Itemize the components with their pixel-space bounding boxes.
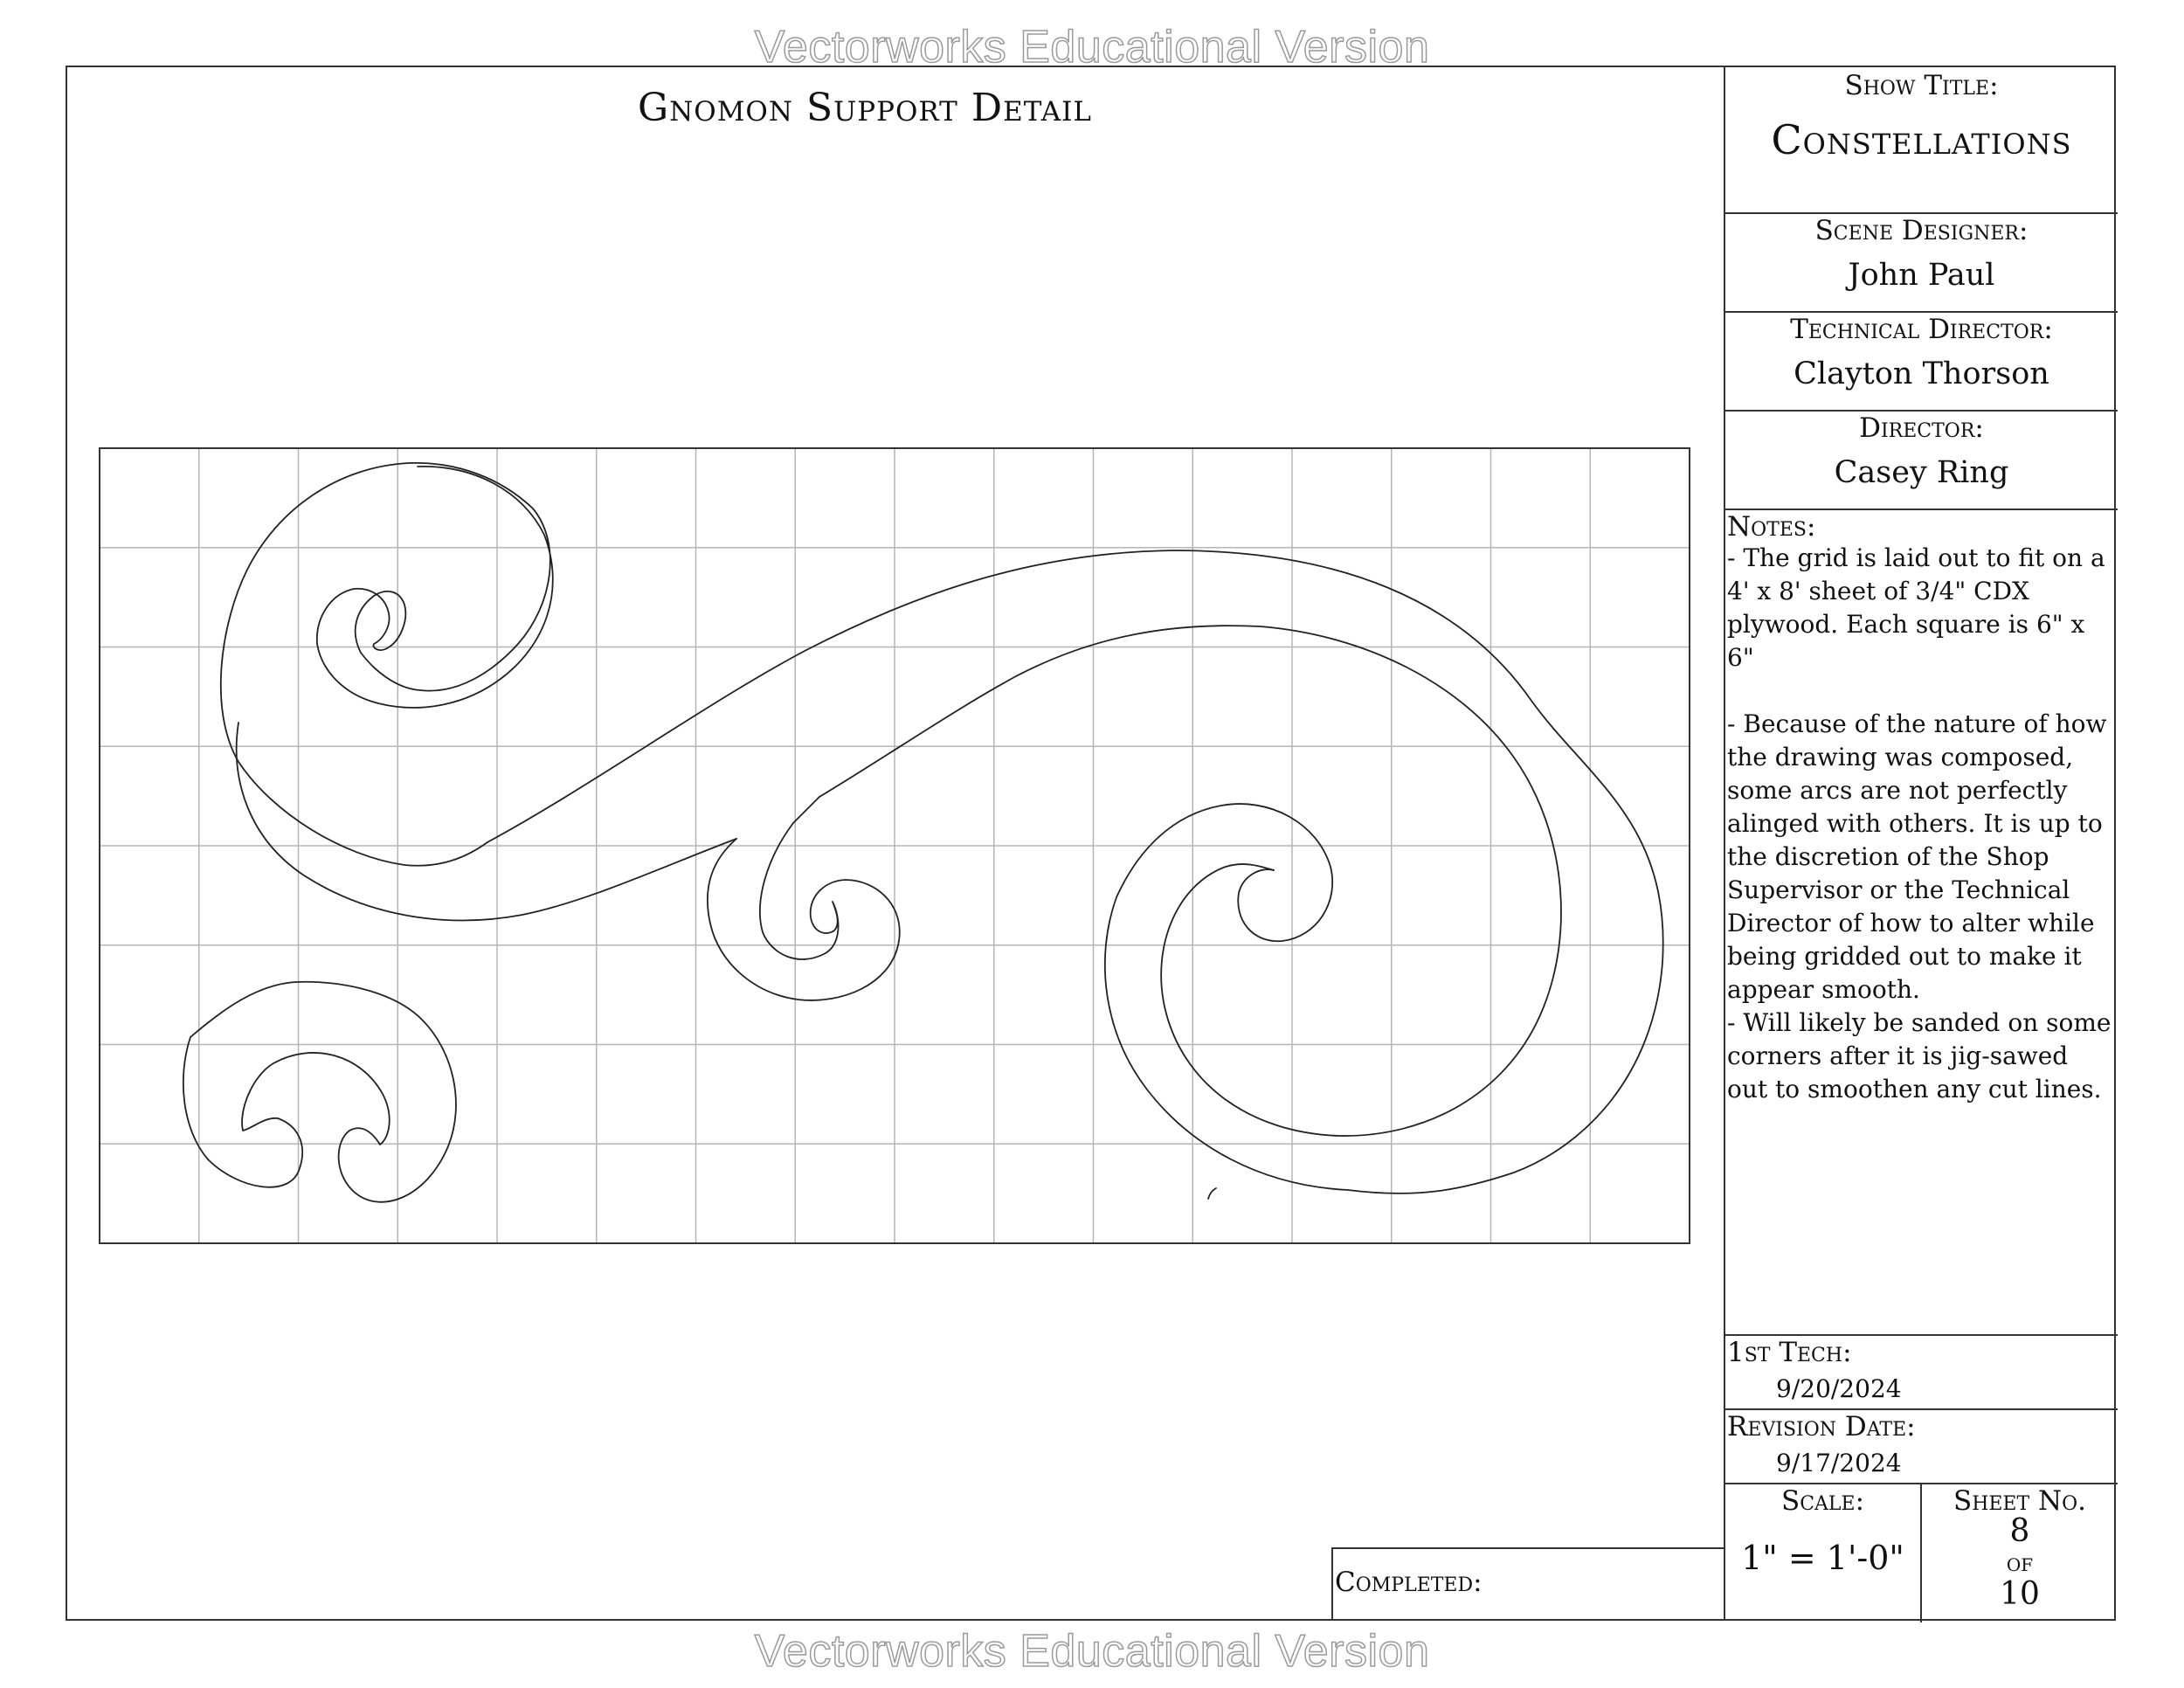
- grid-lines: [100, 448, 1690, 1243]
- scroll-cutouts: [183, 463, 1663, 1202]
- sheet-number-cell: [1922, 1484, 2118, 1622]
- scene-designer-label: Scene Designer:: [1814, 215, 2028, 246]
- sheet-total: 10: [2000, 1576, 2040, 1613]
- revision-date-cell: [1725, 1410, 2118, 1484]
- scene-designer-cell: [1725, 214, 2118, 313]
- technical-director-cell: [1725, 313, 2118, 412]
- scroll-long-inner-arm: [819, 626, 1561, 1136]
- notes-text: - The grid is laid out to fit on a 4' x 8' sheet of 3/4" CDX plywood. Each square is 6" x 6" - Because of the nature of how the drawing was composed, some arcs are not perfectly alinged with others. It is up to the discretion of the Shop Supervisor or the Technical Director of how to alter while being gridded out to make it appear smooth. - Will likely be sanded on some corners after it is jig-sawed out to smoothen any cut lines.: [1727, 543, 2111, 1104]
- first-tech-label: 1st Tech:: [1727, 1337, 1852, 1368]
- director-label: Director:: [1859, 412, 1984, 444]
- show-title-cell: [1725, 66, 2118, 214]
- scene-designer: John Paul: [1848, 258, 1995, 294]
- scale-value: 1" = 1'-0": [1741, 1539, 1904, 1578]
- stray-mark: [1208, 1188, 1216, 1199]
- completed-label: Completed:: [1335, 1567, 1482, 1598]
- watermark-bottom: Vectorworks Educational Version: [754, 1626, 1430, 1677]
- scale-cell: [1725, 1484, 1922, 1622]
- scroll-center-hook: [708, 797, 900, 1000]
- technical-director: Clayton Thorson: [1794, 356, 2049, 392]
- technical-director-label: Technical Director:: [1790, 314, 2053, 345]
- scale-sheet-cell: [1725, 1484, 2118, 1621]
- show-title: Constellations: [1771, 116, 2072, 164]
- first-tech-date: 9/20/2024: [1776, 1374, 1902, 1404]
- revision-date-label: Revision Date:: [1727, 1411, 1916, 1442]
- director: Casey Ring: [1834, 455, 2009, 491]
- drawing-title: Gnomon Support Detail: [638, 86, 1092, 130]
- sheet-number: 8: [2009, 1513, 2030, 1550]
- notes-label: Notes:: [1727, 511, 1816, 543]
- notes-cell: [1725, 510, 2118, 1336]
- watermark-top: Vectorworks Educational Version: [754, 22, 1430, 73]
- scale-label: Scale:: [1780, 1485, 1865, 1517]
- title-block: [1724, 66, 2116, 1621]
- plywood-grid-drawing: [99, 447, 1690, 1244]
- sheet-of: of: [2006, 1548, 2034, 1578]
- scroll-large-outer-edge: [221, 463, 553, 866]
- completed-box: [1331, 1547, 1725, 1621]
- first-tech-cell: [1725, 1336, 2118, 1410]
- director-cell: [1725, 412, 2118, 510]
- scroll-lower-left-piece: [183, 982, 456, 1202]
- scroll-large-lower-edge: [237, 723, 736, 920]
- revision-date: 9/17/2024: [1776, 1449, 1902, 1478]
- sheet-number-label: Sheet No.: [1952, 1485, 2087, 1517]
- show-title-label: Show Title:: [1844, 70, 1999, 101]
